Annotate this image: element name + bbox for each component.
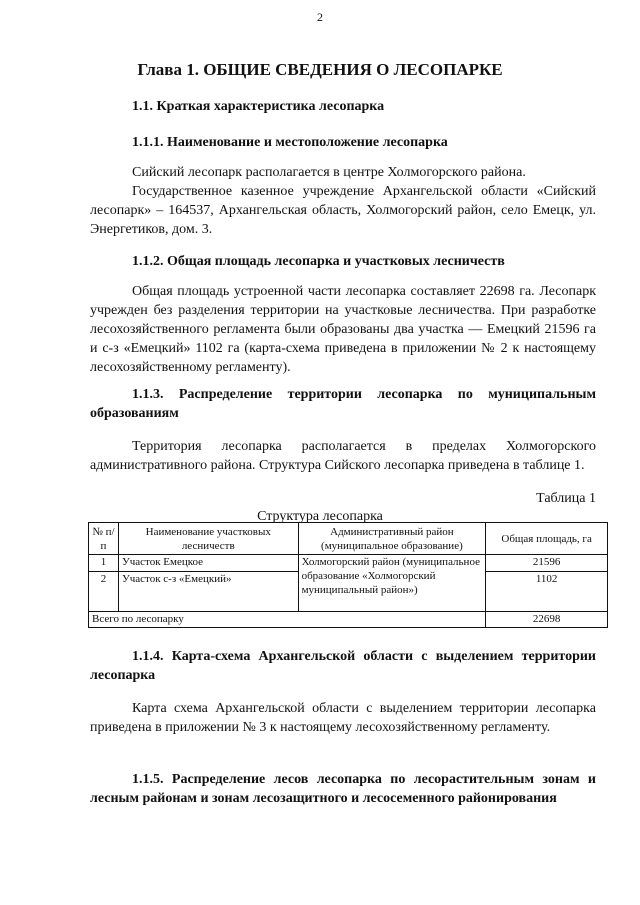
paragraph-territory — [90, 437, 596, 475]
section-heading-1-1-1: 1.1.1. Наименование и местоположение лесопарка — [132, 135, 448, 150]
structure-table — [88, 522, 608, 628]
paragraph-area-text: Общая площадь устроенной части лесопарка составляет 22698 га. Лесопарк учрежден без разделения территории на участковые лесничества. При разработке лесохозяйственного регламента были образованы два участка — Емецкий 21596 га и с-з «Емецкий» 1102 га (карта-схема приведена в приложении № 2 к настоящему лесохозяйственному регламенту). — [90, 284, 596, 375]
cell-total-value: 22698 — [486, 612, 608, 628]
cell-area: 1102 — [486, 572, 608, 612]
table-label: Таблица 1 — [536, 491, 596, 506]
table-row — [89, 555, 608, 572]
paragraph-area — [90, 282, 596, 377]
cell-area: 21596 — [486, 555, 608, 572]
section-heading-1-1-4: 1.1.4. Карта-схема Архангельской области с выделением территории лесопарка — [90, 649, 596, 683]
cell-num: 1 — [89, 555, 119, 572]
section-heading-1-1-2: 1.1.2. Общая площадь лесопарка и участковых лесничеств — [132, 254, 505, 269]
section-heading-1-1: 1.1. Краткая характеристика лесопарка — [132, 99, 385, 114]
section-heading-1-1-5: 1.1.5. Распределение лесов лесопарка по лесорастительным зонам и лесным районам и зонам лесозащитного и лесосеменного районирования — [90, 772, 596, 806]
header-admin: Административный район (муниципальное образование) — [298, 523, 486, 555]
table-title: Структура лесопарка — [257, 509, 383, 524]
table-total-row — [89, 612, 608, 628]
paragraph-location-line1: Сийский лесопарк располагается в центре Холмогорского района. — [132, 165, 526, 180]
paragraph-map — [90, 699, 596, 737]
paragraph-location — [90, 163, 596, 239]
header-area: Общая площадь, га — [486, 523, 608, 555]
cell-name: Участок с-з «Емецкий» — [118, 572, 298, 612]
cell-name: Участок Емецкое — [118, 555, 298, 572]
cell-admin-merged: Холмогорский район (муниципальное образование «Холмогорский муниципальный район») — [298, 555, 486, 612]
section-heading-1-1-3: 1.1.3. Распределение территории лесопарка по муниципальным образованиям — [90, 387, 596, 421]
table-header-row — [89, 523, 608, 555]
paragraph-location-address: Государственное казенное учреждение Архангельской области «Сийский лесопарк» – 164537, Архангельская область, Холмогорский район, село Емецк, ул. Энергетиков, дом. 3. — [90, 184, 596, 237]
page-number: 2 — [317, 10, 323, 24]
chapter-title: Глава 1. ОБЩИЕ СВЕДЕНИЯ О ЛЕСОПАРКЕ — [137, 60, 503, 79]
cell-total-label: Всего по лесопарку — [89, 612, 486, 628]
header-num: № п/п — [89, 523, 119, 555]
paragraph-territory-text: Территория лесопарка располагается в пределах Холмогорского административного района. Структура Сийского лесопарка приведена в таблице 1. — [90, 439, 596, 473]
cell-num: 2 — [89, 572, 119, 612]
paragraph-map-text: Карта схема Архангельской области с выделением территории лесопарка приведена в приложении № 3 к настоящему лесохозяйственному регламенту. — [90, 701, 596, 735]
header-name: Наименование участковых лесничеств — [118, 523, 298, 555]
